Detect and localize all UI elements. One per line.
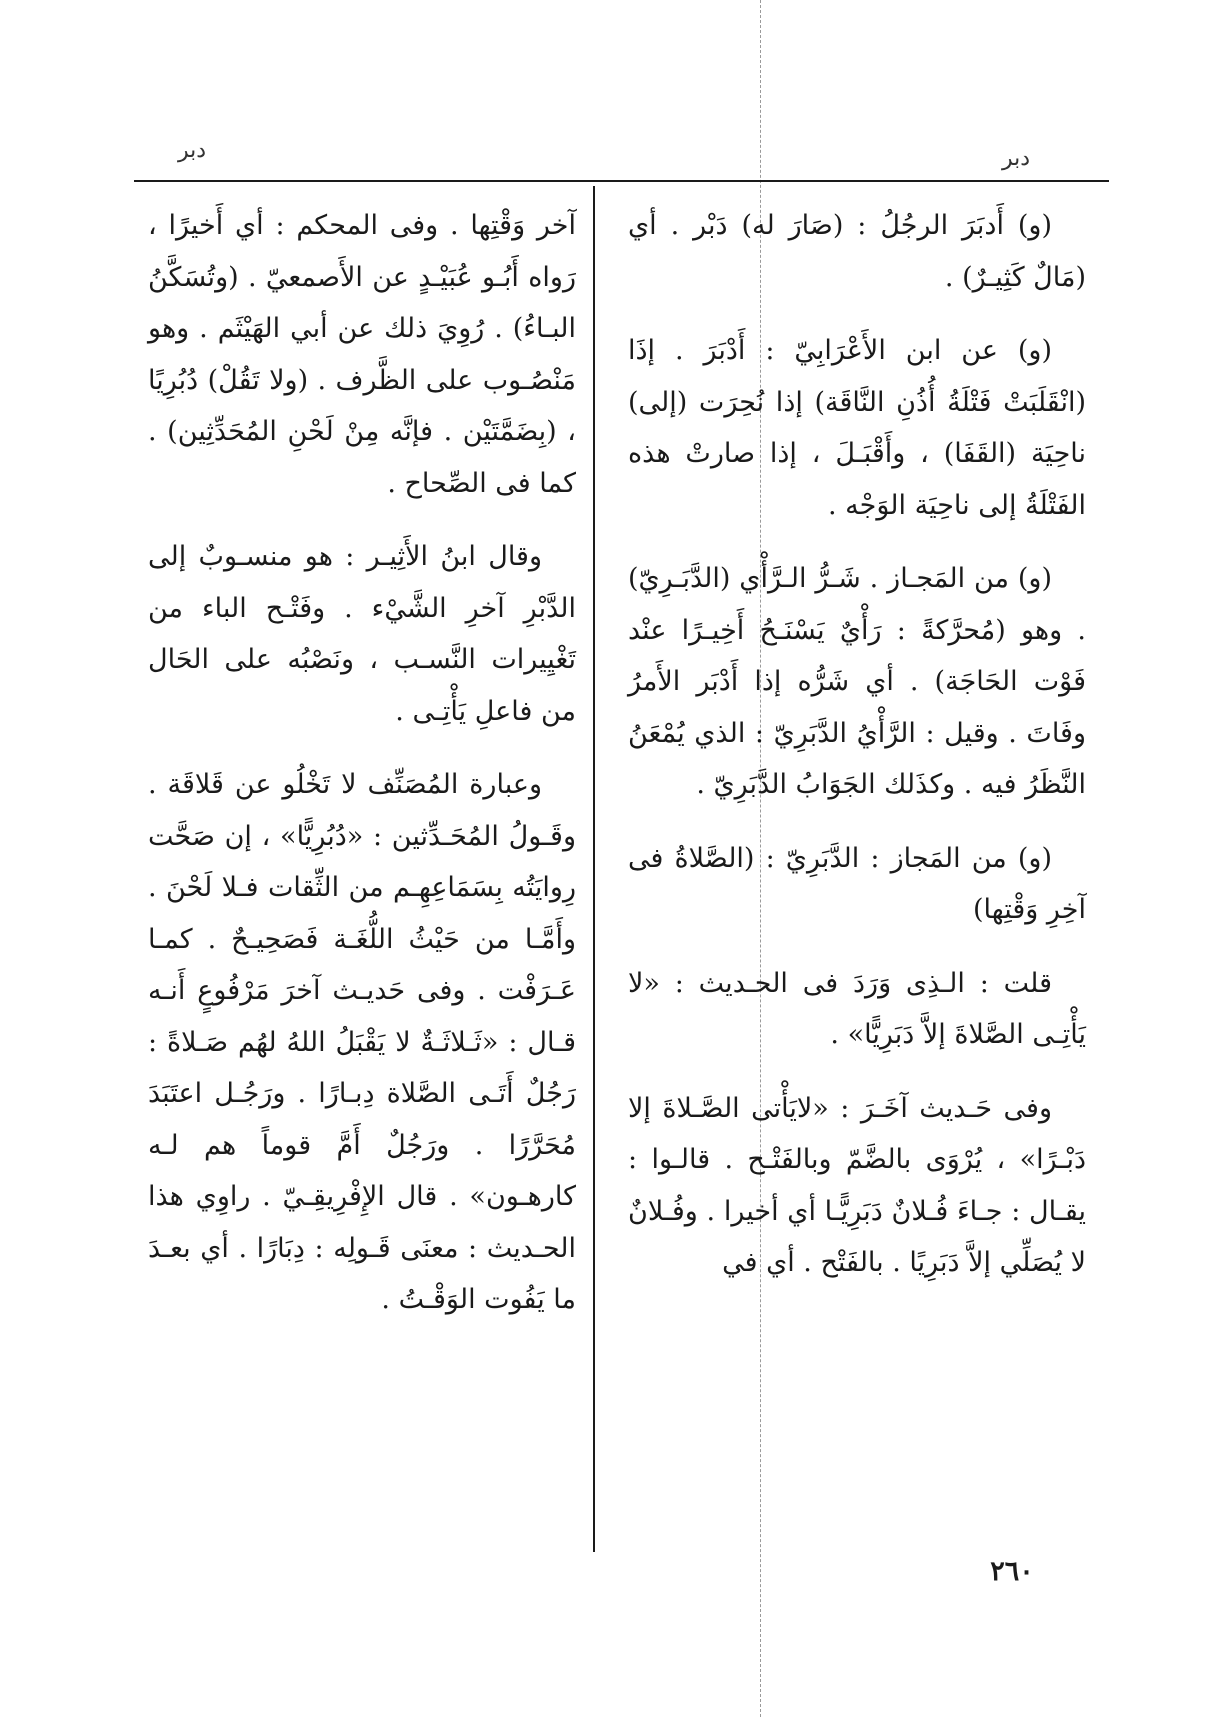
- entry-paragraph: آخر وَقْتِها . وفى المحكم : أي أَخيرًا ، رَواه أَبُـو عُبَيْـدٍ عن الأَصمعيّ . (وتُسَكَّنُ البـاءُ) . رُوِيَ ذلك عن أبي الهَيْثَم . وهو مَنْصُـوب على الظَّرف . (ولا تَقُلْ) دُبُرِيًا ، (بِضَمَّتَيْن . فإنَّه مِنْ لَحْنِ المُحَدِّثِين) . كما فى الصِّحاح .: [148, 210, 576, 499]
- entry-paragraph: وعبارة المُصَنِّف لا تَخْلُو عن قَلاقَة . وقَـولُ المُحَـدِّثين : «دُبُرِيًّا» ، إن صَحَّت رِوايَتُه بِسَمَاعِهِـم من الثِّقات فـلا لَحْنَ . وأَمَّـا من حَيْثُ اللُّغَـة فَصَحِيـحٌ . كمـا عَـرَفْت . وفى حَديـث آخرَ مَرْفُوعٍ أَنـه قـال : «ثَـلاثَـةٌ لا يَقْبَلُ اللهُ لهُم صَـلاةً : رَجُلٌ أَتَـى الصَّلاة دِبـارًا . ورَجُـل اعتَبَدَ مُحَرَّرًا . ورَجُلٌ أَمَّ قوماً هم لـه كارهـون» . قال الإِفْرِيقِـيّ . راوِي هذا الحـديث : معنَى قَـولِه : دِبَارًا . أي بعـدَ ما يَفُوت الوَقْـتُ .: [148, 769, 576, 1315]
- right-column: [628, 200, 1086, 1311]
- entry-paragraph: (و) أَدبَرَ الرجُلُ : (صَارَ له) دَبْر . أي (مَالٌ كَثِيـرٌ) .: [628, 210, 1086, 293]
- entry-paragraph: (و) من المَجاز : الدَّبَرِيّ : (الصَّلاةُ فى آخِرِ وَقْتِها): [628, 842, 1086, 925]
- entry-paragraph: وقال ابنُ الأَثِيـر : هو منسـوبٌ إلى الدَّبْرِ آخرِ الشَّيْء . وفَتْـح الباء من تَغْيِيرات النَّسـب ، ونَصْبُه على الحَال من فاعلِ يَأْتِـى .: [148, 541, 576, 727]
- left-column: [148, 200, 576, 1348]
- header-rule: [134, 180, 1109, 182]
- entry-paragraph: (و) من المَجـاز . شَـرُّ الـرَّأْي (الدَّبَـرِيّ) . وهو (مُحرَّكةً : رَأْيٌ يَسْنَـحُ أَخِيـرًا عنْد فَوْت الحَاجَة) . أي شَرُّه إذا أَدْبَر الأَمرُ وفَاتَ . وقيل : الرَّأْيُ الدَّبَرِيّ : الذي يُمْعَنُ النَّظَرُ فيه . وكذَلك الجَوَابُ الدَّبَرِيّ .: [628, 563, 1086, 800]
- entry-paragraph: وفى حَـديث آخَـرَ : «لايَأْتى الصَّـلاةَ إلا دَبْـرًا» ، يُرْوَى بالضَّمّ وبالفَتْـح . قالـوا : يقـال : جـاءَ فُـلانٌ دَبَرِيًّـا أي أخيرا . وفُـلانٌ لا يُصَلِّي إلاَّ دَبَرِيًا . بالفَتْح . أي في: [628, 1092, 1086, 1278]
- entry-paragraph: (و) عن ابن الأَعْرَابِيّ : أَدْبَرَ . إذَا (انْقَلَبَتْ فَتْلَةُ أُذُنِ النَّاقَة) إذا نُحِرَت (إلى) ناحِيَة (القَفَا) ، وأَقْبَـلَ ، إذا صارتْ هذه الفَتْلَةُ إلى ناحِيَة الوَجْه .: [628, 335, 1086, 521]
- column-divider: [593, 186, 595, 1552]
- page-number: ٢٦٠: [990, 1556, 1034, 1587]
- running-head-left: دبر: [178, 138, 207, 163]
- running-head-right: دبر: [1001, 146, 1030, 171]
- entry-paragraph: قلت : الـذِى وَرَدَ فى الحـديث : «لا يَأْتِـى الصَّلاةَ إلاَّ دَبَرِيًّا» .: [628, 967, 1086, 1050]
